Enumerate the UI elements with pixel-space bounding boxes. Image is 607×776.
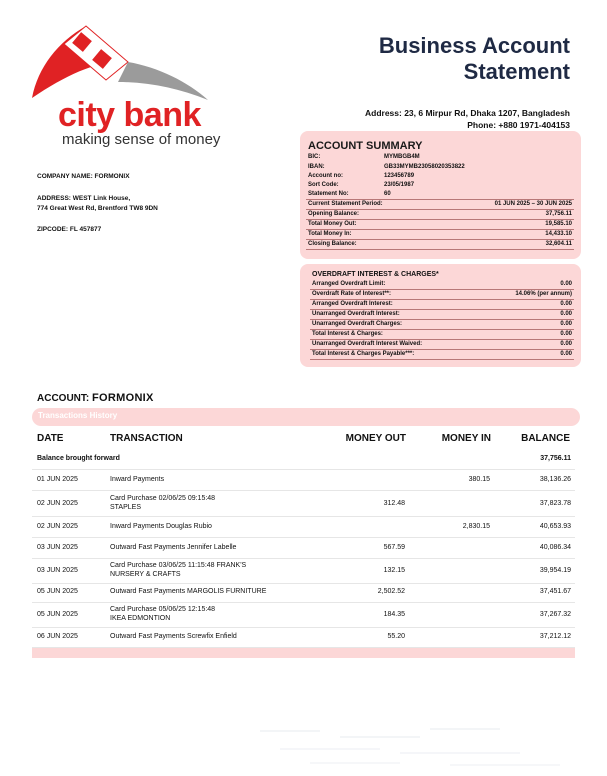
row-money-out: 567.59: [383, 544, 405, 551]
row-description-line-1: Inward Payments Douglas Rubio: [110, 523, 212, 530]
overdraft-row: [310, 350, 574, 360]
account-line: [37, 392, 154, 404]
row-description-line-1: Card Purchase 02/06/25 09:15:48: [110, 495, 216, 502]
summary-row-label: Opening Balance:: [308, 211, 360, 217]
overdraft-row-label: Arranged Overdraft Limit:: [312, 281, 386, 287]
summary-field-value: 23/05/1987: [384, 182, 415, 188]
row-description: [110, 522, 212, 531]
overdraft-row: [310, 320, 574, 330]
account-summary-heading: ACCOUNT SUMMARY: [308, 140, 423, 152]
summary-row: [306, 210, 574, 220]
summary-field-value: 60: [384, 191, 391, 197]
bank-address-line: Address: 23, 6 Mirpur Rd, Dhaka 1207, Bangladesh: [364, 108, 570, 118]
overdraft-row: [310, 280, 574, 290]
row-description-line-2: IKEA EDMONTION: [110, 615, 171, 622]
row-description: [110, 475, 164, 484]
bank-tagline: making sense of money: [62, 131, 221, 148]
table-row: [32, 517, 575, 538]
overdraft-row: [310, 340, 574, 350]
bank-name: city bank: [58, 96, 201, 134]
row-money-in: 2,830.15: [462, 523, 490, 530]
row-balance: 37,212.12: [539, 633, 571, 640]
summary-row: [306, 230, 574, 240]
column-header-transaction: TRANSACTION: [110, 433, 183, 444]
summary-row: [306, 199, 574, 210]
table-row: [32, 538, 575, 559]
row-description-line-1: Outward Fast Payments MARGOLIS FURNITURE: [110, 588, 267, 595]
row-date: 02 JUN 2025: [37, 523, 78, 530]
overdraft-row: [310, 300, 574, 310]
row-description-line-1: Inward Payments: [110, 476, 165, 483]
table-row: [32, 584, 575, 603]
city-bank-logo: [28, 22, 221, 150]
overdraft-heading: OVERDRAFT INTEREST & CHARGES*: [312, 271, 439, 278]
brought-forward-label: Balance brought forward: [37, 455, 120, 462]
summary-row: [306, 220, 574, 230]
overdraft-row-label: Unarranged Overdraft Interest:: [312, 311, 400, 317]
transactions-history-label: Transactions History: [38, 411, 118, 420]
table-row: [32, 628, 575, 648]
row-date: 03 JUN 2025: [37, 544, 78, 551]
company-zipcode: ZIPCODE: FL 457877: [37, 226, 102, 233]
overdraft-row-value: 0.00: [560, 301, 572, 307]
row-description-line-1: Card Purchase 03/06/25 11:15:48 FRANK'S: [110, 562, 247, 569]
row-description: [110, 632, 237, 641]
page-title: [379, 33, 570, 85]
company-name: COMPANY NAME: FORMONIX: [37, 173, 130, 180]
table-row: [32, 559, 575, 584]
row-money-out: 55.20: [387, 633, 405, 640]
summary-row-value: 32,604.11: [545, 241, 572, 247]
overdraft-summary: [300, 264, 581, 367]
company-address: [37, 194, 158, 214]
summary-field-value: 123456789: [384, 173, 415, 179]
row-balance: 40,086.34: [539, 544, 571, 551]
overdraft-row-value: 0.00: [560, 311, 572, 317]
summary-field-value: MYMBGB4M: [384, 154, 420, 160]
row-balance: 38,136.26: [539, 476, 571, 483]
row-description: [110, 543, 236, 552]
overdraft-row: [310, 330, 574, 340]
account-label: ACCOUNT:: [37, 393, 90, 404]
summary-row-value: 37,756.11: [545, 211, 572, 217]
row-description-line-2: NURSERY & CRAFTS: [110, 571, 181, 578]
summary-row-value: 01 JUN 2025 – 30 JUN 2025: [494, 201, 572, 207]
row-money-out: 2,502.52: [377, 588, 405, 595]
overdraft-row: [310, 310, 574, 320]
row-date: 05 JUN 2025: [37, 588, 78, 595]
overdraft-row-label: Arranged Overdraft Interest:: [312, 301, 393, 307]
column-header-money-in: MONEY IN: [441, 433, 491, 444]
summary-field-label: BIC:: [308, 154, 321, 160]
row-description: [110, 605, 215, 623]
summary-field-value: GB33MYMB23058020353822: [384, 164, 465, 170]
table-row: [32, 603, 575, 628]
row-date: 05 JUN 2025: [37, 611, 78, 618]
overdraft-row-value: 0.00: [560, 331, 572, 337]
title-line-2: Statement: [463, 59, 570, 84]
brought-forward-balance: 37,756.11: [540, 455, 571, 462]
logo-mark-icon: [28, 22, 213, 102]
row-balance: 37,451.67: [539, 588, 571, 595]
row-date: 06 JUN 2025: [37, 633, 78, 640]
overdraft-row-label: Overdraft Rate of Interest**:: [312, 291, 392, 297]
row-money-in: 380.15: [468, 476, 490, 483]
row-description-line-1: Outward Fast Payments Screwfix Enfield: [110, 633, 237, 640]
column-header-money-out: MONEY OUT: [345, 433, 406, 444]
overdraft-row-value: 14.06% (per annum): [515, 291, 572, 297]
summary-field-label: Statement No:: [308, 191, 349, 197]
row-date: 03 JUN 2025: [37, 567, 78, 574]
row-balance: 40,653.93: [539, 523, 571, 530]
title-line-1: Business Account: [378, 33, 570, 58]
summary-field-label: Sort Code:: [308, 182, 339, 188]
row-date: 01 JUN 2025: [37, 476, 78, 483]
summary-row-value: 19,585.10: [545, 221, 572, 227]
overdraft-row: [310, 290, 574, 300]
bank-address: [365, 107, 570, 131]
summary-row-value: 14,433.10: [545, 231, 572, 237]
overdraft-row-value: 0.00: [560, 321, 572, 327]
row-money-out: 132.15: [383, 567, 405, 574]
row-date: 02 JUN 2025: [37, 500, 78, 507]
scan-noise: [250, 722, 580, 770]
row-description: [110, 561, 246, 579]
overdraft-row-label: Unarranged Overdraft Interest Waived:: [312, 341, 423, 347]
row-description-line-1: Card Purchase 05/06/25 12:15:48: [110, 606, 216, 613]
summary-row-label: Total Money Out:: [308, 221, 357, 227]
overdraft-row-value: 0.00: [560, 281, 572, 287]
balance-brought-forward-row: [32, 451, 575, 470]
summary-row-label: Current Statement Period:: [308, 201, 383, 207]
company-address-line-2: 774 Great West Rd, Brentford TW8 9DN: [37, 205, 158, 212]
summary-field-label: IBAN:: [308, 164, 325, 170]
overdraft-row-label: Unarranged Overdraft Charges:: [312, 321, 403, 327]
row-balance: 39,954.19: [539, 567, 571, 574]
summary-row-label: Total Money In:: [308, 231, 352, 237]
row-money-out: 184.35: [383, 611, 405, 618]
row-description: [110, 587, 266, 596]
overdraft-row-label: Total Interest & Charges Payable***:: [312, 351, 415, 357]
column-header-balance: BALANCE: [521, 433, 570, 444]
summary-row: [306, 240, 574, 250]
table-row: [32, 470, 575, 491]
account-summary: [300, 131, 581, 259]
column-header-date: DATE: [37, 433, 64, 444]
row-balance: 37,823.78: [539, 500, 571, 507]
table-row: [32, 491, 575, 517]
overdraft-row-label: Total Interest & Charges:: [312, 331, 383, 337]
overdraft-row-value: 0.00: [560, 341, 572, 347]
summary-row-label: Closing Balance:: [308, 241, 357, 247]
table-footer-bar: [32, 648, 575, 658]
row-balance: 37,267.32: [539, 611, 571, 618]
overdraft-row-value: 0.00: [560, 351, 572, 357]
bank-phone: Phone: +880 1971-404153: [467, 120, 570, 130]
row-description-line-1: Outward Fast Payments Jennifer Labelle: [110, 544, 237, 551]
transactions-history-bar: [32, 408, 580, 426]
row-money-out: 312.48: [383, 500, 405, 507]
row-description-line-2: STAPLES: [110, 504, 141, 511]
company-address-line-1: ADDRESS: WEST Link House,: [37, 195, 131, 202]
row-description: [110, 494, 215, 512]
summary-field-label: Account no:: [308, 173, 343, 179]
account-value: FORMONIX: [92, 392, 154, 404]
